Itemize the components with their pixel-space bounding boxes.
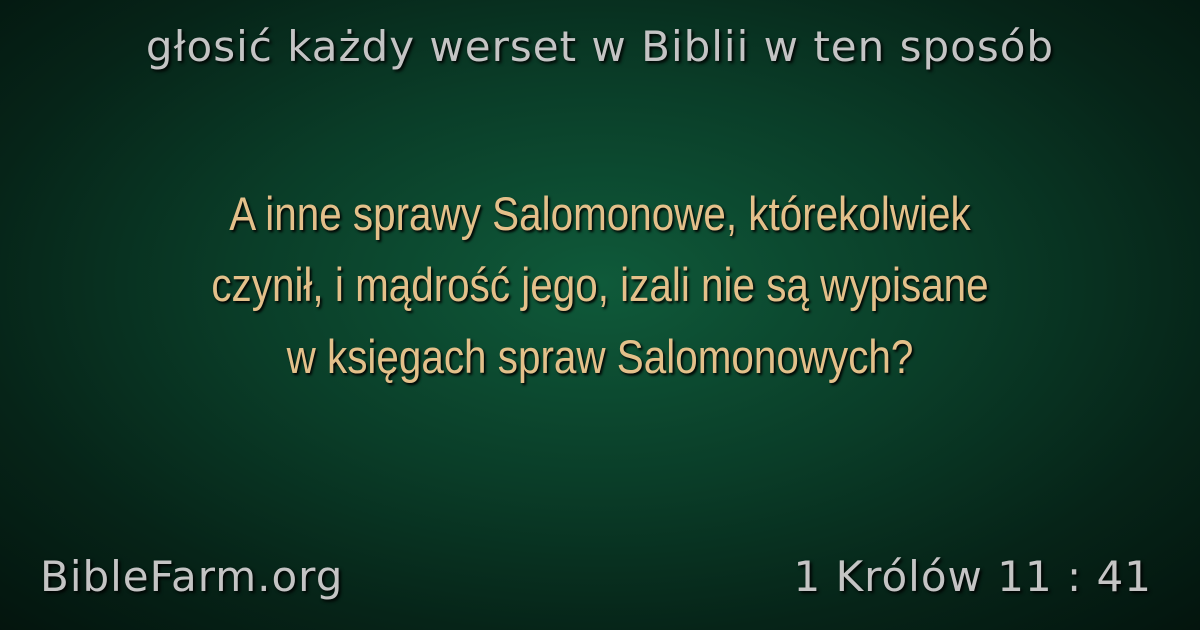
verse-line-1: A inne sprawy Salomonowe, którekolwiek xyxy=(229,187,971,240)
verse-text xyxy=(118,178,1081,392)
verse-reference: 1 Królów 11 : 41 xyxy=(793,552,1152,601)
verse-line-2: czynił, i mądrość jego, izali nie są wypisane xyxy=(211,258,989,312)
tagline: głosić każdy werset w Biblii w ten sposób xyxy=(145,22,1055,71)
verse-line-3: w księgach spraw Salomonowych? xyxy=(286,329,914,383)
site-name: BibleFarm.org xyxy=(40,552,344,601)
